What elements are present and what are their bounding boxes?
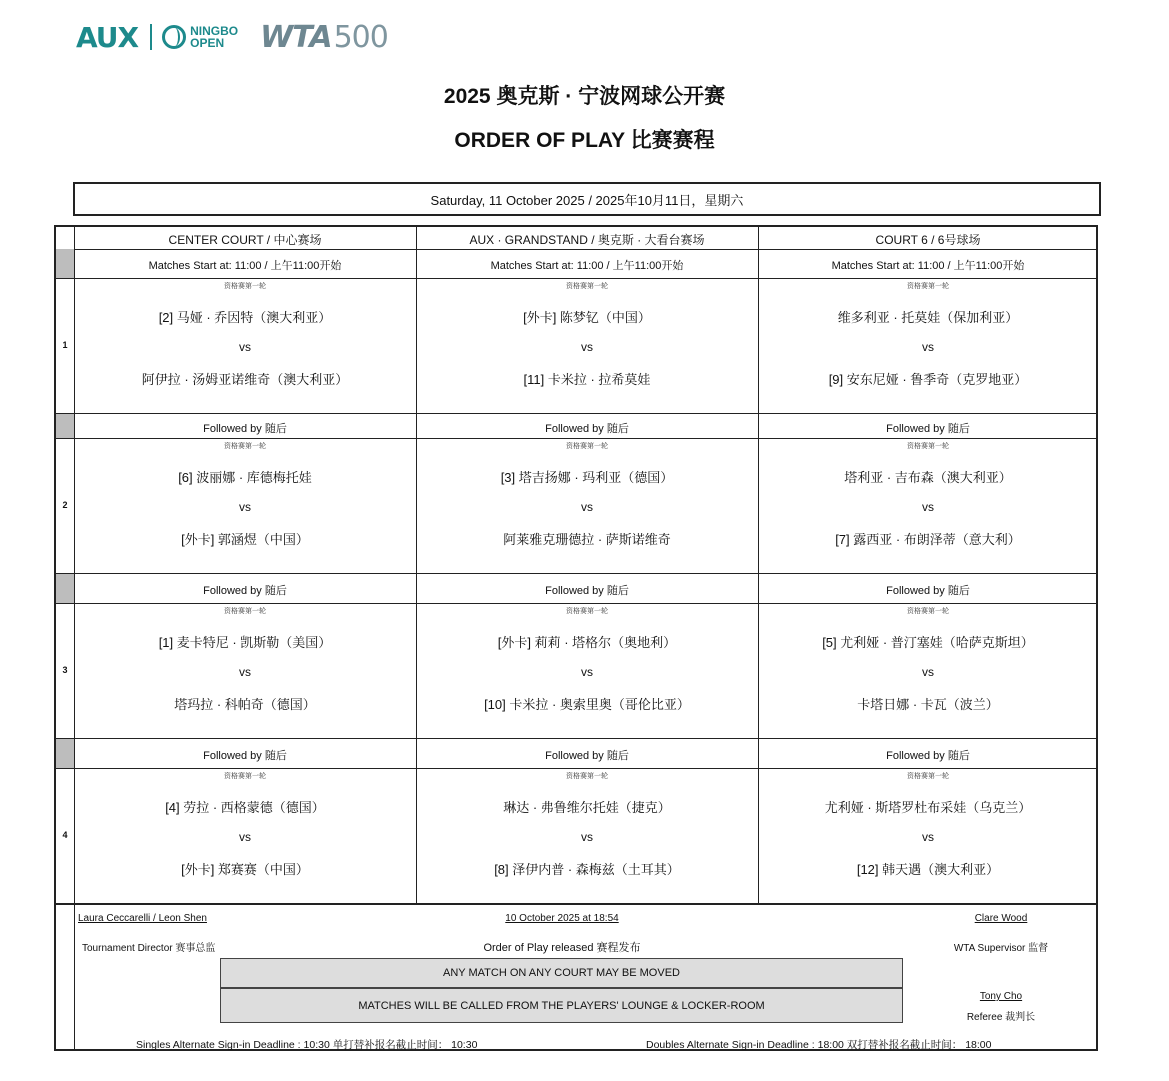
player-bottom: 阿伊拉 · 汤姆亚诺维奇（澳大利亚） bbox=[141, 372, 349, 387]
notice-match-moved: ANY MATCH ON ANY COURT MAY BE MOVED bbox=[220, 958, 903, 988]
row-marker bbox=[56, 739, 74, 768]
match-cell[interactable] bbox=[74, 769, 416, 903]
match-order-number: 4 bbox=[62, 830, 68, 840]
player-bottom: [外卡] 郑赛赛（中国） bbox=[181, 862, 309, 877]
start-time: Matches Start at: 11:00 / 上午11:00开始 bbox=[490, 260, 684, 272]
match-cell[interactable] bbox=[758, 604, 1098, 738]
player-top: [4] 劳拉 · 西格蒙德（德国） bbox=[165, 800, 325, 815]
round-label: 资格赛第一轮 bbox=[566, 443, 608, 450]
grid-line bbox=[56, 903, 1098, 905]
round-label: 资格赛第一轮 bbox=[907, 773, 949, 780]
round-label: 资格赛第一轮 bbox=[224, 443, 266, 450]
player-top: 塔利亚 · 吉布森（澳大利亚） bbox=[844, 470, 1012, 485]
aux-logo: AUX bbox=[76, 20, 139, 54]
round-label: 资格赛第一轮 bbox=[566, 773, 608, 780]
vs-label: vs bbox=[581, 500, 593, 514]
player-top: [外卡] 莉莉 · 塔格尔（奥地利） bbox=[497, 635, 677, 650]
start-time: Matches Start at: 11:00 / 上午11:00开始 bbox=[148, 260, 342, 272]
grid-line bbox=[74, 903, 75, 1051]
supervisor-title: WTA Supervisor 监督 bbox=[953, 943, 1049, 954]
match-cell[interactable] bbox=[74, 279, 416, 413]
round-label: 资格赛第一轮 bbox=[907, 608, 949, 615]
row-marker bbox=[56, 249, 74, 278]
player-bottom: 阿莱雅克珊德拉 · 萨斯诺维奇 bbox=[503, 532, 671, 547]
tournament-logos bbox=[76, 20, 388, 54]
player-top: [2] 马娅 · 乔因特（澳大利亚） bbox=[158, 310, 332, 325]
player-bottom: [12] 韩天遇（澳大利亚） bbox=[856, 862, 1000, 877]
wta-level: 500 bbox=[333, 19, 388, 55]
player-top: [外卡] 陈梦钇（中国） bbox=[523, 310, 651, 325]
match-cell[interactable] bbox=[758, 279, 1098, 413]
court-header: AUX · GRANDSTAND / 奥克斯 · 大看台赛场 bbox=[469, 233, 705, 247]
followed-by-label: Followed by 随后 bbox=[545, 585, 629, 597]
ningbo-open-logo: NINGBO OPEN bbox=[190, 24, 239, 50]
match-cell[interactable] bbox=[416, 439, 758, 573]
round-label: 资格赛第一轮 bbox=[224, 773, 266, 780]
grid-line bbox=[56, 413, 1098, 414]
vs-label: vs bbox=[581, 830, 593, 844]
match-cell[interactable] bbox=[74, 439, 416, 573]
vs-label: vs bbox=[239, 340, 251, 354]
player-bottom: [7] 露西亚 · 布朗泽蒂（意大利） bbox=[835, 532, 1021, 547]
logo-divider bbox=[150, 24, 152, 50]
match-order-number: 3 bbox=[62, 665, 68, 675]
order-of-play-grid bbox=[54, 225, 1098, 1051]
vs-label: vs bbox=[239, 830, 251, 844]
released-date: 10 October 2025 at 18:54 bbox=[505, 913, 619, 924]
referee-title: Referee 裁判长 bbox=[966, 1012, 1036, 1023]
date-bar bbox=[73, 182, 1101, 216]
followed-by-label: Followed by 随后 bbox=[203, 423, 287, 435]
player-top: [1] 麦卡特尼 · 凯斯勒（美国） bbox=[158, 635, 332, 650]
page-title: 2025 奥克斯 · 宁波网球公开赛 bbox=[443, 85, 726, 108]
player-top: 维多利亚 · 托莫娃（保加利亚） bbox=[837, 310, 1019, 325]
vs-label: vs bbox=[581, 665, 593, 679]
row-marker bbox=[56, 574, 74, 603]
followed-by-label: Followed by 随后 bbox=[545, 750, 629, 762]
followed-by-label: Followed by 随后 bbox=[886, 750, 970, 762]
followed-by-label: Followed by 随后 bbox=[203, 750, 287, 762]
player-bottom: [8] 泽伊内普 · 森梅兹（土耳其） bbox=[494, 862, 680, 877]
match-order-number: 2 bbox=[62, 500, 68, 510]
supervisor-name: Clare Wood bbox=[974, 913, 1028, 924]
vs-label: vs bbox=[922, 830, 934, 844]
match-cell[interactable] bbox=[74, 604, 416, 738]
followed-by-label: Followed by 随后 bbox=[886, 585, 970, 597]
grid-line bbox=[56, 738, 1098, 739]
start-time: Matches Start at: 11:00 / 上午11:00开始 bbox=[831, 260, 1025, 272]
date-text: Saturday, 11 October 2025 / 2025年10月11日，星期六 bbox=[430, 192, 744, 208]
player-bottom: [外卡] 郭涵煜（中国） bbox=[181, 532, 309, 547]
vs-label: vs bbox=[922, 340, 934, 354]
match-cell[interactable] bbox=[416, 769, 758, 903]
round-label: 资格赛第一轮 bbox=[907, 283, 949, 290]
player-bottom: [9] 安东尼娅 · 鲁季奇（克罗地亚） bbox=[828, 372, 1028, 387]
player-bottom: [10] 卡米拉 · 奥索里奥（哥伦比亚） bbox=[484, 697, 690, 712]
match-cell[interactable] bbox=[416, 604, 758, 738]
director-title: Tournament Director 赛事总监 bbox=[82, 943, 216, 954]
court-header: CENTER COURT / 中心赛场 bbox=[168, 233, 322, 247]
vs-label: vs bbox=[239, 665, 251, 679]
notice-players-lounge: MATCHES WILL BE CALLED FROM THE PLAYERS' LOUNGE & LOCKER-ROOM bbox=[220, 988, 903, 1023]
player-bottom: 塔玛拉 · 科帕奇（德国） bbox=[174, 697, 316, 712]
director-name: Laura Ceccarelli / Leon Shen bbox=[78, 913, 207, 924]
match-cell[interactable] bbox=[416, 279, 758, 413]
player-top: [6] 波丽娜 · 库德梅托娃 bbox=[178, 470, 312, 485]
vs-label: vs bbox=[239, 500, 251, 514]
round-label: 资格赛第一轮 bbox=[907, 443, 949, 450]
grid-line bbox=[74, 249, 1098, 250]
court-header: COURT 6 / 6号球场 bbox=[875, 233, 981, 247]
row-marker bbox=[56, 414, 74, 438]
followed-by-label: Followed by 随后 bbox=[886, 423, 970, 435]
player-top: 尤利娅 · 斯塔罗杜布采娃（乌克兰） bbox=[824, 800, 1032, 815]
referee-name: Tony Cho bbox=[979, 991, 1023, 1002]
match-order-number: 1 bbox=[62, 340, 68, 350]
round-label: 资格赛第一轮 bbox=[224, 283, 266, 290]
singles-deadline: Singles Alternate Sign-in Deadline : 10:30 单打替补报名截止时间： 10:30 bbox=[136, 1039, 478, 1051]
followed-by-label: Followed by 随后 bbox=[545, 423, 629, 435]
player-bottom: 卡塔日娜 · 卡瓦（波兰） bbox=[857, 697, 999, 712]
match-cell[interactable] bbox=[758, 769, 1098, 903]
followed-by-label: Followed by 随后 bbox=[203, 585, 287, 597]
round-label: 资格赛第一轮 bbox=[566, 283, 608, 290]
player-bottom: [11] 卡米拉 · 拉希莫娃 bbox=[523, 372, 651, 387]
wta-logo: WTA bbox=[260, 19, 332, 55]
player-top: [3] 塔吉扬娜 · 玛利亚（德国） bbox=[500, 470, 674, 485]
vs-label: vs bbox=[581, 340, 593, 354]
round-label: 资格赛第一轮 bbox=[224, 608, 266, 615]
released-label: Order of Play released 赛程发布 bbox=[483, 942, 641, 954]
grid-line bbox=[56, 573, 1098, 574]
round-label: 资格赛第一轮 bbox=[566, 608, 608, 615]
tennis-ball-icon bbox=[162, 25, 186, 49]
match-cell[interactable] bbox=[758, 439, 1098, 573]
vs-label: vs bbox=[922, 665, 934, 679]
vs-label: vs bbox=[922, 500, 934, 514]
player-top: 琳达 · 弗鲁维尔托娃（捷克） bbox=[503, 800, 671, 815]
player-top: [5] 尤利娅 · 普汀塞娃（哈萨克斯坦） bbox=[822, 635, 1034, 650]
page-subtitle: ORDER OF PLAY 比赛赛程 bbox=[454, 129, 715, 152]
doubles-deadline: Doubles Alternate Sign-in Deadline : 18:00 双打替补报名截止时间： 18:00 bbox=[646, 1039, 992, 1051]
